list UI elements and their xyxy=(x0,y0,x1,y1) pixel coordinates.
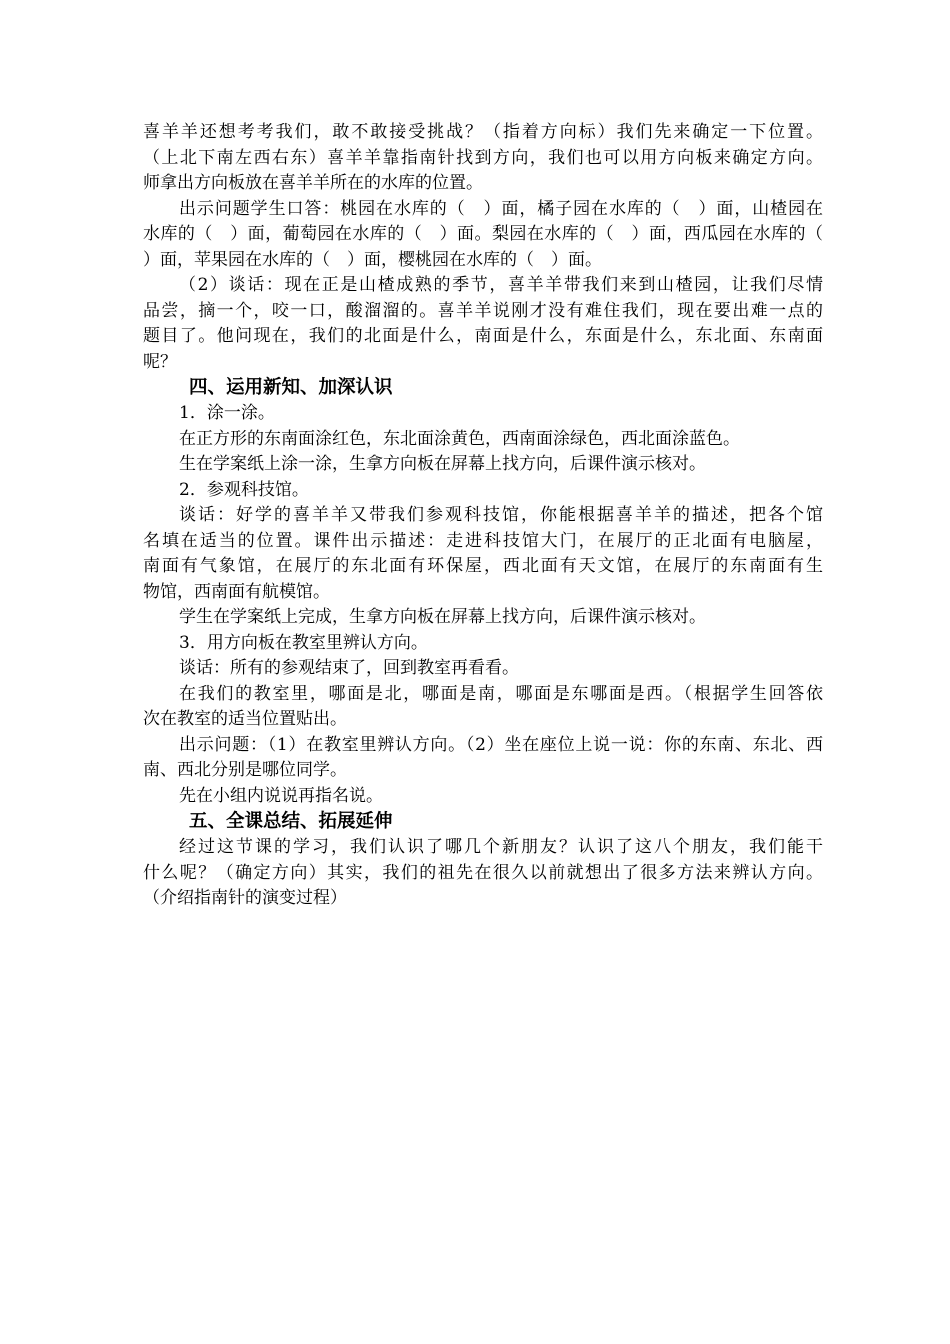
text-line: 品尝，摘一个，咬一口，酸溜溜的。喜羊羊说刚才没有难住我们，现在要出难一点的 xyxy=(143,300,823,321)
paragraph-group-talk: 先在小组内说说再指名说。 xyxy=(179,785,383,806)
text-line: 师拿出方向板放在喜羊羊所在的水库的位置。 xyxy=(143,173,483,193)
paragraph-challenge xyxy=(143,120,823,197)
text-line: （介绍指南针的演变过程） xyxy=(143,888,347,908)
text-line: ）面，苹果园在水库的（ ）面，樱桃园在水库的（ ）面。 xyxy=(143,249,602,270)
paragraph-classroom-question xyxy=(143,733,823,784)
text-line: 谈话：好学的喜羊羊又带我们参观科技馆，你能根据喜羊羊的描述，把各个馆 xyxy=(179,505,823,525)
paragraph-classroom xyxy=(143,682,823,733)
text-line: 名填在适当的位置。课件出示描述：走进科技馆大门，在展厅的正北面有电脑屋， xyxy=(143,530,823,551)
text-line: 在我们的教室里，哪面是北，哪面是南，哪面是东哪面是西。（根据学生回答依 xyxy=(179,683,823,704)
text-line: 物馆，西南面有航模馆。 xyxy=(143,581,330,602)
text-line: 什么呢？（确定方向）其实，我们的祖先在很久以前就想出了很多方法来辨认方向。 xyxy=(143,862,823,883)
list-item-2: 2．参观科技馆。 xyxy=(179,479,309,500)
section-heading-4: 四、运用新知、加深认识 xyxy=(189,377,393,398)
paragraph-hawthorn-talk xyxy=(143,273,823,375)
text-line: 题目了。他问现在，我们的北面是什么，南面是什么，东面是什么，东北面、东南面 xyxy=(143,326,823,346)
paragraph-science-museum xyxy=(143,503,823,605)
text-line: 经过这节课的学习，我们认识了哪几个新朋友？认识了这八个朋友，我们能干 xyxy=(179,837,823,857)
paragraph-coloring: 在正方形的东南面涂红色，东北面涂黄色，西南面涂绿色，西北面涂蓝色。 xyxy=(179,428,740,449)
text-line: 喜羊羊还想考考我们，敢不敢接受挑战？（指着方向标）我们先来确定一下位置。 xyxy=(143,122,823,142)
list-item-3: 3．用方向板在教室里辨认方向。 xyxy=(179,632,428,653)
paragraph-visit-end: 谈话：所有的参观结束了，回到教室再看看。 xyxy=(179,658,519,678)
text-line: 呢？ xyxy=(143,351,177,372)
paragraph-student-coloring: 生在学案纸上涂一涂，生拿方向板在屏幕上找方向，后课件演示核对。 xyxy=(179,454,706,474)
paragraph-question-orchards xyxy=(143,197,823,274)
text-line: （2）谈话：现在正是山楂成熟的季节，喜羊羊带我们来到山楂园，让我们尽情 xyxy=(179,275,823,295)
text-line: 南、西北分别是哪位同学。 xyxy=(143,760,347,780)
paragraph-student-complete: 学生在学案纸上完成，生拿方向板在屏幕上找方向，后课件演示核对。 xyxy=(179,607,706,627)
text-line: 出示问题：（1）在教室里辨认方向。（2）坐在座位上说一说：你的东南、东北、西 xyxy=(179,734,823,755)
text-line: 南面有气象馆，在展厅的东北面有环保屋，西北面有天文馆，在展厅的东南面有生 xyxy=(143,556,823,576)
document-page xyxy=(143,120,823,912)
text-line: 次在教室的适当位置贴出。 xyxy=(143,709,347,729)
text-line: （上北下南左西右东）喜羊羊靠指南针找到方向，我们也可以用方向板来确定方向。 xyxy=(143,147,823,168)
section-heading-5: 五、全课总结、拓展延伸 xyxy=(189,811,393,832)
paragraph-summary xyxy=(143,835,823,912)
text-line: 水库的（ ）面，葡萄园在水库的（ ）面。梨园在水库的（ ）面，西瓜园在水库的（ xyxy=(143,224,823,244)
text-line: 出示问题学生口答：桃园在水库的（ ）面，橘子园在水库的（ ）面，山楂园在 xyxy=(179,198,823,219)
list-item-1: 1．涂一涂。 xyxy=(179,403,275,423)
